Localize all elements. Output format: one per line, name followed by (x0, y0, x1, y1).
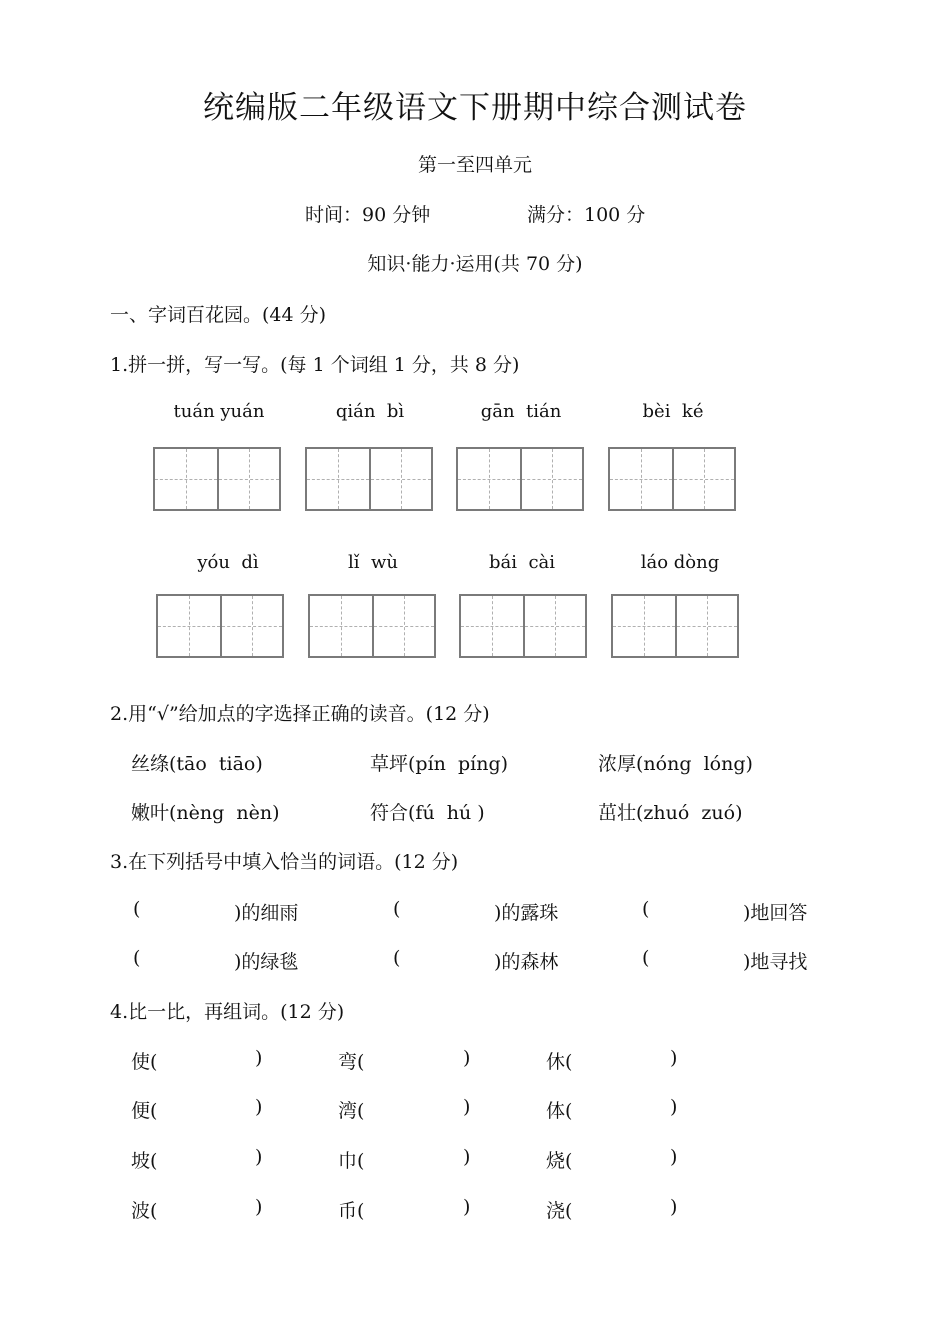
compare-char[interactable]: 浇( (546, 1200, 573, 1222)
compare-char[interactable]: 巾( (338, 1150, 365, 1172)
blank-open-paren[interactable]: ( (133, 898, 141, 920)
writing-cell[interactable] (158, 596, 220, 656)
compare-char[interactable]: 波( (131, 1200, 158, 1222)
compare-close-paren: ) (463, 1096, 471, 1118)
compare-close-paren: ) (670, 1196, 678, 1218)
compare-char[interactable]: 湾( (338, 1100, 365, 1122)
writing-cell[interactable] (523, 596, 585, 656)
reading-choice[interactable]: 丝绦(tāo tiāo) (131, 753, 263, 775)
writing-grid[interactable] (305, 447, 433, 511)
compare-char[interactable]: 币( (338, 1200, 365, 1222)
blank-phrase: )地回答 (743, 902, 808, 924)
writing-cell[interactable] (372, 596, 434, 656)
pinyin-label: qián bì (335, 401, 405, 422)
compare-close-paren: ) (255, 1146, 263, 1168)
time-label: 时间：90 分钟 (305, 204, 431, 226)
q3-heading: 3.在下列括号中填入恰当的词语。(12 分) (110, 851, 459, 873)
pinyin-label: lǐ wù (348, 552, 398, 573)
compare-close-paren: ) (670, 1096, 678, 1118)
score-label: 满分：100 分 (527, 204, 646, 226)
writing-cell[interactable] (672, 449, 734, 509)
blank-open-paren[interactable]: ( (393, 898, 401, 920)
writing-grid[interactable] (308, 594, 436, 658)
q1-heading: 1.拼一拼，写一写。(每 1 个词组 1 分，共 8 分) (110, 354, 520, 376)
compare-close-paren: ) (255, 1196, 263, 1218)
reading-choice[interactable]: 草坪(pín píng) (370, 753, 509, 775)
writing-cell[interactable] (369, 449, 431, 509)
page-title: 统编版二年级语文下册期中综合测试卷 (203, 90, 747, 126)
writing-cell[interactable] (675, 596, 737, 656)
compare-close-paren: ) (255, 1096, 263, 1118)
writing-cell[interactable] (520, 449, 582, 509)
blank-phrase: )的森林 (494, 951, 559, 973)
blank-open-paren[interactable]: ( (133, 947, 141, 969)
blank-open-paren[interactable]: ( (393, 947, 401, 969)
pinyin-label: láo dòng (640, 552, 720, 573)
writing-grid[interactable] (156, 594, 284, 658)
compare-close-paren: ) (255, 1047, 263, 1069)
compare-close-paren: ) (463, 1146, 471, 1168)
writing-cell[interactable] (217, 449, 279, 509)
writing-grid[interactable] (153, 447, 281, 511)
pinyin-label: bèi ké (642, 401, 704, 422)
blank-phrase: )的绿毯 (234, 951, 299, 973)
writing-grid[interactable] (459, 594, 587, 658)
writing-grid[interactable] (608, 447, 736, 511)
blank-phrase: )地寻找 (743, 951, 808, 973)
q4-heading: 4.比一比，再组词。(12 分) (110, 1001, 345, 1023)
compare-char[interactable]: 休( (546, 1051, 573, 1073)
blank-open-paren[interactable]: ( (642, 947, 650, 969)
compare-close-paren: ) (463, 1047, 471, 1069)
compare-char[interactable]: 使( (131, 1051, 158, 1073)
writing-cell[interactable] (461, 596, 523, 656)
compare-close-paren: ) (670, 1146, 678, 1168)
compare-char[interactable]: 弯( (338, 1051, 365, 1073)
part-heading: 知识·能力·运用(共 70 分) (367, 253, 583, 275)
q2-heading: 2.用“√”给加点的字选择正确的读音。(12 分) (110, 703, 490, 725)
writing-cell[interactable] (458, 449, 520, 509)
compare-char[interactable]: 坡( (131, 1150, 158, 1172)
writing-cell[interactable] (155, 449, 217, 509)
writing-cell[interactable] (613, 596, 675, 656)
writing-cell[interactable] (307, 449, 369, 509)
compare-char[interactable]: 烧( (546, 1150, 573, 1172)
pinyin-label: gān tián (480, 401, 562, 422)
reading-choice[interactable]: 符合(fú hú ) (370, 802, 485, 824)
pinyin-label: bái cài (488, 552, 556, 573)
section-1-heading: 一、字词百花园。(44 分) (110, 304, 327, 326)
pinyin-label: yóu dì (197, 552, 259, 573)
blank-phrase: )的露珠 (494, 902, 559, 924)
compare-close-paren: ) (463, 1196, 471, 1218)
page-subtitle: 第一至四单元 (417, 154, 532, 176)
reading-choice[interactable]: 嫩叶(nèng nèn) (131, 802, 280, 824)
reading-choice[interactable]: 浓厚(nóng lóng) (598, 753, 753, 775)
compare-close-paren: ) (670, 1047, 678, 1069)
writing-cell[interactable] (310, 596, 372, 656)
reading-choice[interactable]: 茁壮(zhuó zuó) (598, 802, 743, 824)
compare-char[interactable]: 便( (131, 1100, 158, 1122)
blank-phrase: )的细雨 (234, 902, 299, 924)
writing-cell[interactable] (220, 596, 282, 656)
writing-cell[interactable] (610, 449, 672, 509)
pinyin-label: tuán yuán (173, 401, 265, 422)
writing-grid[interactable] (611, 594, 739, 658)
compare-char[interactable]: 体( (546, 1100, 573, 1122)
writing-grid[interactable] (456, 447, 584, 511)
blank-open-paren[interactable]: ( (642, 898, 650, 920)
